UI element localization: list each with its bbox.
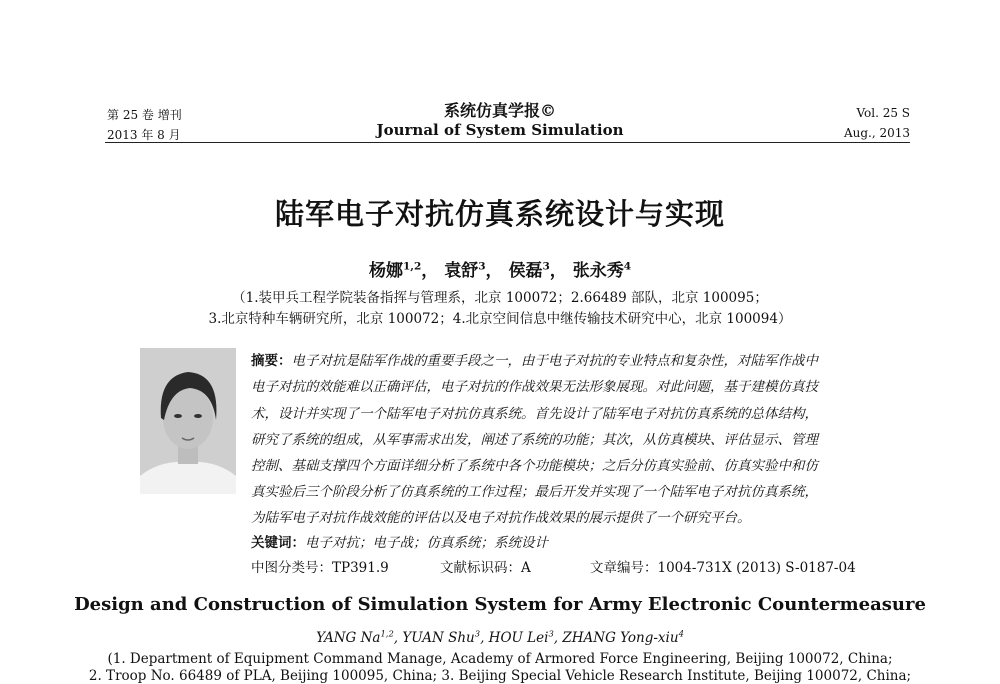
abstract-line: 真实验后三个阶段分析了仿真系统的工作过程；最后开发并实现了一个陆军电子对抗仿真系统，: [251, 484, 818, 500]
journal-name-en: Journal of System Simulation: [376, 121, 624, 139]
header-rule: [105, 142, 910, 143]
author-cn: 杨娜$^{1,2}$，: [368, 260, 439, 281]
author-cn: 张永秀$^4$: [572, 260, 632, 281]
clc-number: 中图分类号：TP391.9: [251, 560, 389, 576]
author-cn: 袁舒$^3$，: [444, 260, 503, 281]
authors-en: [0, 628, 1000, 646]
article-number: 文章编号：1004-731X (2013) S-0187-04: [590, 560, 856, 576]
paper-title-cn: 陆军电子对抗仿真系统设计与实现: [274, 197, 725, 231]
author-en: YUAN Shu$^3$,: [402, 628, 489, 646]
author-en: ZHANG Yong-xiu$^4$: [562, 628, 684, 646]
abstract-line: 研究了系统的组成，从军事需求出发，阐述了系统的功能；其次，从仿真模块、评估显示、管理: [251, 432, 818, 448]
volume-issue: 第 25 卷 增刊: [107, 108, 182, 122]
affiliation-cn-line: （1.装甲兵工程学院装备指挥与管理系，北京 100072；2.66489 部队，北京 100095；: [232, 290, 768, 306]
affiliation-en-line: (1. Department of Equipment Command Manage, Academy of Armored Force Engineering, Beijing 100072, China;: [107, 651, 893, 667]
author-cn: 侯磊$^3$，: [508, 260, 567, 281]
author-en: YANG Na$^{1,2}$,: [316, 628, 403, 646]
keywords: 关键词：电子对抗；电子战；仿真系统；系统设计: [251, 535, 548, 551]
abstract-line: 控制、基础支撑四个方面详细分析了系统中各个功能模块；之后分仿真实验前、仿真实验中和仿: [251, 458, 818, 474]
abstract-label: 摘要：: [251, 353, 292, 369]
journal-name-cn: 系统仿真学报©: [443, 101, 556, 120]
abstract-line: 为陆军电子对抗作战效能的评估以及电子对抗作战效果的展示提供了一个研究平台。: [251, 510, 751, 526]
author-en: HOU Lei$^3$,: [488, 628, 563, 646]
author-portrait-image: [140, 348, 236, 494]
authors-cn: [0, 256, 1000, 281]
abstract-line: 电子对抗的效能难以正确评估，电子对抗的作战效果无法形象展现。对此问题，基于建模仿真技: [251, 379, 818, 395]
publication-date: 2013 年 8 月: [107, 128, 181, 142]
paper-title-en: Design and Construction of Simulation System for Army Electronic Countermeasure: [74, 594, 926, 615]
abstract-line: 术，设计并实现了一个陆军电子对抗仿真系统。首先设计了陆军电子对抗仿真系统的总体结构，: [251, 406, 818, 422]
date-en: Aug., 2013: [843, 126, 910, 140]
abstract-line: 摘要：电子对抗是陆军作战的重要手段之一，由于电子对抗的专业特点和复杂性，对陆军作战中: [251, 353, 818, 369]
affiliation-en-line: 2. Troop No. 66489 of PLA, Beijing 100095, China; 3. Beijing Special Vehicle Research Institute, Beijing 100072, China;: [88, 668, 912, 684]
volume-en: Vol. 25 S: [856, 106, 910, 120]
document-code: 文献标识码：A: [440, 560, 531, 576]
affiliation-cn-line: 3.北京特种车辆研究所，北京 100072；4.北京空间信息中继传输技术研究中心，北京 100094）: [208, 311, 792, 327]
author-photo: [140, 348, 236, 494]
keywords-label: 关键词：: [251, 535, 305, 551]
